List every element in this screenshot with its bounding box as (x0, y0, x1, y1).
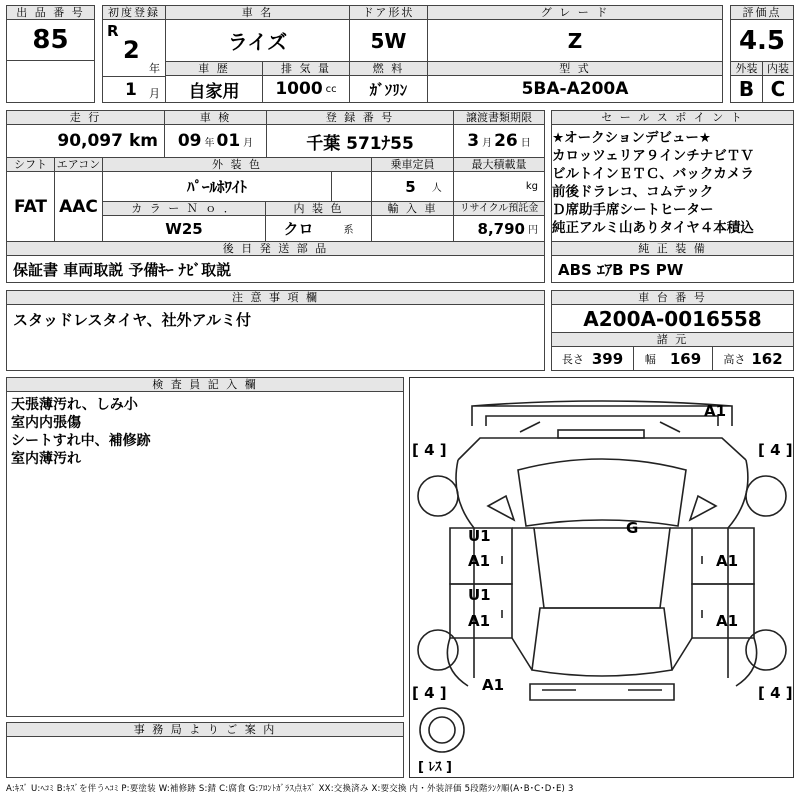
inspection-month: 01 (216, 131, 241, 151)
office-box (6, 736, 404, 778)
first-reg-label: 初度登録 (102, 5, 166, 20)
inspector-line: 天張薄汚れ、しみ小 (11, 397, 138, 413)
width-label: 幅 (644, 352, 656, 366)
first-reg-era: R (107, 22, 119, 40)
damage-front-bumper: A1 (704, 402, 727, 420)
length-cell (551, 346, 634, 371)
sales-point-line: カロッツェリア９インチナビＴＶ (552, 148, 754, 164)
length-label: 長さ (561, 352, 584, 366)
width-cell (633, 346, 713, 371)
doors-label: ドア形状 (349, 5, 428, 20)
inspector-line: 室内薄汚れ (11, 451, 81, 467)
recycle-unit: 円 (528, 225, 538, 236)
mileage-cell (6, 124, 165, 158)
damage-rear-left: A1 (482, 676, 505, 694)
capacity-cell (371, 171, 454, 202)
transfer-cell (453, 124, 545, 158)
accessories-value: 保証書 車両取説 予備ｷｰ ﾅﾋﾞ取説 (6, 255, 545, 283)
displacement-unit: cc (325, 83, 337, 95)
tire-rear-right: [ 4 ] (758, 684, 793, 702)
history-value: 自家用 (165, 75, 263, 103)
interior-label: 内装 (762, 61, 794, 76)
score-label: 評価点 (730, 5, 794, 20)
fuel-value: ｶﾞｿﾘﾝ (349, 75, 428, 103)
inspection-cell (164, 124, 267, 158)
height-label: 高さ (723, 352, 746, 366)
recycle-cell (453, 215, 545, 242)
capacity-label: 乗車定員 (371, 157, 454, 172)
first-reg-month-unit: 月 (149, 87, 160, 100)
width-value: 169 (669, 349, 702, 368)
length-value: 399 (591, 349, 624, 368)
int-color-cell (265, 215, 372, 242)
first-reg-month-cell (102, 76, 166, 103)
load-cell (453, 171, 545, 202)
sales-point-line: ★オークションデビュー★ (552, 130, 711, 146)
car-name-label: 車 名 (165, 5, 350, 20)
load-label: 最大積載量 (453, 157, 545, 172)
model-value: 5BA-A200A (427, 75, 723, 103)
color-label: 外 装 色 (102, 157, 372, 172)
damage-left-front-door-1: U1 (468, 527, 491, 545)
capacity-value: 5 (405, 177, 416, 196)
damage-left-front-door-2: A1 (468, 552, 491, 570)
inspection-year: 09 (177, 131, 202, 151)
int-color-unit: 系 (343, 225, 354, 236)
accessories-label: 後 日 発 送 部 品 (6, 241, 545, 256)
spec-label: 諸 元 (551, 332, 794, 347)
mileage-label: 走 行 (6, 110, 165, 125)
transfer-day: 26 (494, 131, 518, 151)
recycle-value: 8,790 (477, 219, 525, 238)
int-color-label: 内 装 色 (265, 201, 372, 216)
inspector-box (6, 391, 404, 717)
exterior-label: 外装 (730, 61, 763, 76)
shift-label: シフト (6, 157, 55, 172)
recycle-label: リサイクル預託金 (453, 201, 545, 216)
int-color-value: クロ (283, 220, 314, 238)
damage-left-rear-door-2: A1 (468, 612, 491, 630)
model-label: 型 式 (427, 61, 723, 76)
color-blank (331, 171, 372, 202)
displacement-label: 排 気 量 (262, 61, 350, 76)
sales-point-line: 前後ドラレコ、コムテック (552, 184, 714, 200)
chassis-value: A200A-0016558 (551, 304, 794, 333)
color-value: ﾊﾟｰﾙﾎﾜｲﾄ (102, 171, 332, 202)
notes-box (6, 304, 545, 371)
transfer-label: 譲渡書類期限 (453, 110, 545, 125)
office-label: 事 務 局 よ り ご 案 内 (6, 722, 404, 737)
first-reg-year-unit: 年 (149, 62, 160, 75)
tire-front-left: [ 4 ] (412, 441, 447, 459)
damage-glass: G (626, 519, 639, 537)
chassis-label: 車 台 番 号 (551, 290, 794, 305)
spare-tire: [ ﾚｽ ] (418, 760, 452, 775)
notes-label: 注 意 事 項 欄 (6, 290, 545, 305)
import-label: 輸 入 車 (371, 201, 454, 216)
inspection-month-unit: 月 (243, 137, 254, 149)
capacity-unit: 人 (431, 183, 442, 194)
history-label: 車 歴 (165, 61, 263, 76)
car-diagram-drawing (410, 378, 793, 777)
sales-point-line: 純正アルミ山ありタイヤ４本積込 (552, 220, 754, 236)
sales-points-box (551, 124, 794, 242)
reg-no-value: 千葉 571ﾅ55 (266, 124, 454, 158)
car-name-value: ライズ (165, 19, 350, 62)
damage-right-front-door: A1 (716, 552, 739, 570)
sales-points-list (552, 129, 754, 237)
equipment-label: 純 正 装 備 (551, 241, 794, 256)
first-reg-year-cell (102, 19, 166, 77)
inspector-line: シートすれ中、補修跡 (11, 433, 151, 449)
sales-points-label: セ ー ル ス ポ イ ン ト (551, 110, 794, 125)
equipment-value: ABS ｴｱB PS PW (551, 255, 794, 283)
tire-front-right: [ 4 ] (758, 441, 793, 459)
notes-value: スタッドレスタイヤ、社外アルミ付 (13, 311, 252, 329)
inspection-year-unit: 年 (204, 137, 215, 149)
transfer-month: 3 (467, 131, 480, 151)
color-no-label: カ ラ ー Ｎ ｏ ． (102, 201, 266, 216)
transfer-month-unit: 月 (482, 137, 493, 149)
shift-value: FAT (6, 171, 55, 242)
tire-rear-left: [ 4 ] (412, 684, 447, 702)
import-value (371, 215, 454, 242)
score-value: 4.5 (730, 19, 794, 62)
doors-value: 5W (349, 19, 428, 62)
inspector-line: 室内内張傷 (11, 415, 81, 431)
interior-value: C (762, 75, 794, 103)
mileage-value: 90,097 (57, 131, 123, 151)
ac-value: AAC (54, 171, 103, 242)
lot-no-value: 85 (6, 19, 95, 61)
displacement-value: 1000 (275, 79, 323, 99)
height-cell (712, 346, 794, 371)
load-unit: kg (525, 181, 538, 192)
lot-no-blank (6, 60, 95, 103)
displacement-cell (262, 75, 350, 103)
first-reg-year: 2 (123, 36, 140, 64)
legend: A:ｷｽﾞ U:ﾍｺﾐ B:ｷｽﾞを伴うﾍｺﾐ P:要塗装 W:補修跡 S:錆 C:腐食 G:ﾌﾛﾝﾄｶﾞﾗｽ点ｷｽﾞ XX:交換済み X:要交換 内・外装評価 5段階ﾗﾝｸ順(A･B･C･D･E) 3 (6, 784, 574, 794)
height-value: 162 (751, 349, 783, 368)
damage-left-rear-door-1: U1 (468, 586, 491, 604)
grade-label: グ レ ー ド (427, 5, 723, 20)
ac-label: エアコン (54, 157, 103, 172)
lot-no-label: 出 品 番 号 (6, 5, 95, 20)
inspector-lines (11, 396, 151, 468)
mileage-unit: km (128, 131, 158, 151)
color-no-value: W25 (102, 215, 266, 242)
sales-point-line: ビルトインＥＴＣ、バックカメラ (552, 166, 754, 182)
transfer-day-unit: 日 (520, 137, 531, 149)
first-reg-month: 1 (125, 80, 137, 100)
reg-no-label: 登 録 番 号 (266, 110, 454, 125)
fuel-label: 燃 料 (349, 61, 428, 76)
car-diagram (409, 377, 794, 778)
grade-value: Z (427, 19, 723, 62)
exterior-value: B (730, 75, 763, 103)
inspector-label: 検 査 員 記 入 欄 (6, 377, 404, 392)
damage-right-rear-door: A1 (716, 612, 739, 630)
sales-point-line: Ｄ席助手席シートヒーター (552, 202, 714, 218)
inspection-label: 車 検 (164, 110, 267, 125)
